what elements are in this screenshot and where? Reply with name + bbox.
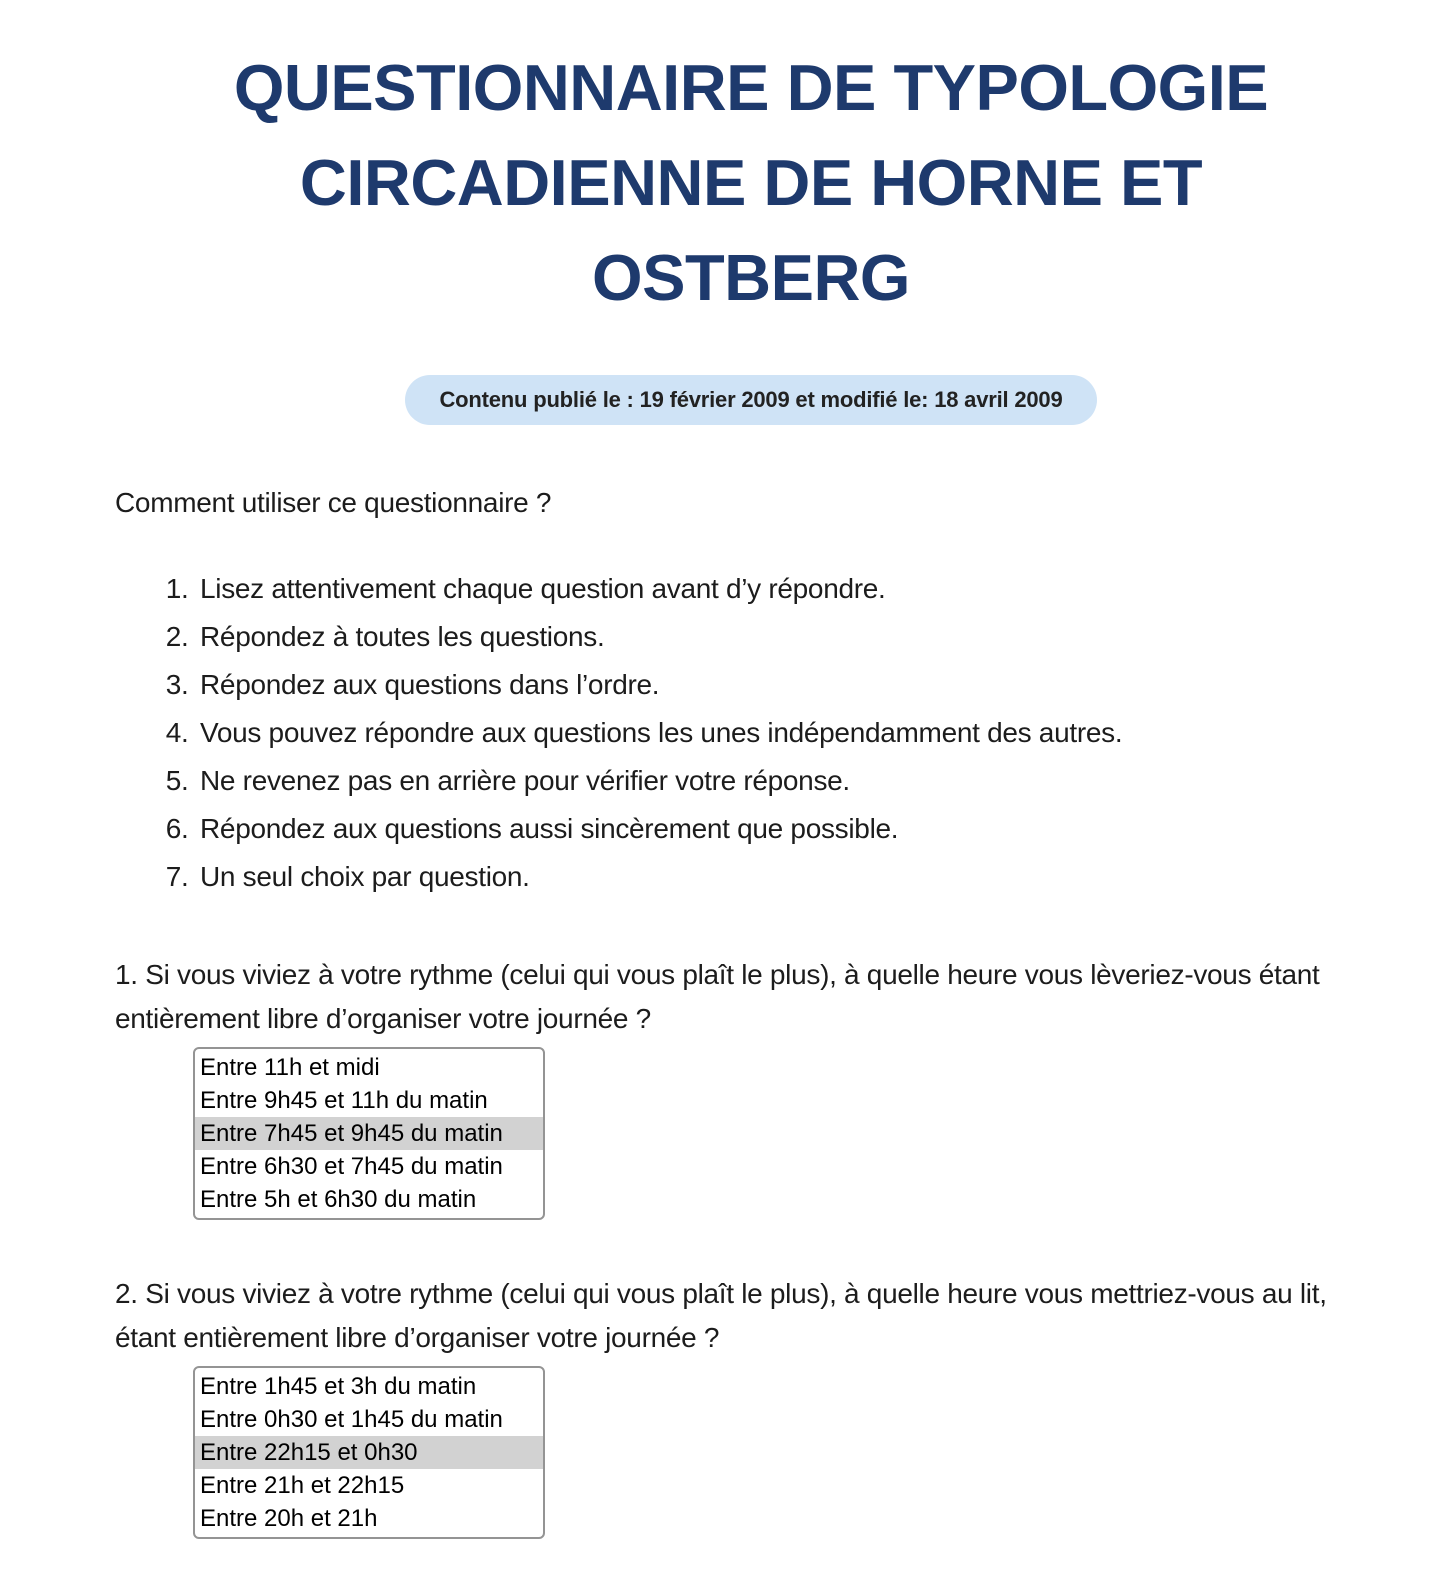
question-2-label: Si vous viviez à votre rythme (celui qui vous plaît le plus), à quelle heure vous mettriez-vous au lit, étant entièrement libre d’organiser votre journée ? [115,1278,1327,1353]
badge-row [115,375,1387,425]
question-1-text [115,953,1387,1041]
listbox-option[interactable]: Entre 6h30 et 7h45 du matin [200,1153,503,1180]
question-1-label: Si vous viviez à votre rythme (celui qui vous plaît le plus), à quelle heure vous lèveriez-vous étant entièrement libre d’organiser votre journée ? [115,959,1320,1034]
instruction-item: 3. Répondez aux questions dans l’ordre. [196,661,1387,709]
page-title-line-3: OSTBERG [592,241,910,314]
page-title [115,40,1387,325]
page-title-line-1: QUESTIONNAIRE DE TYPOLOGIE [233,51,1269,124]
instruction-item: 4. Vous pouvez répondre aux questions les unes indépendamment des autres. [196,709,1387,757]
published-date-badge: Contenu publié le : 19 février 2009 et modifié le: 18 avril 2009 [405,375,1096,425]
instruction-item: 6. Répondez aux questions aussi sincèrement que possible. [196,805,1387,853]
listbox-option[interactable]: Entre 22h15 et 0h30 [195,1436,543,1469]
question-2-listbox[interactable] [193,1366,545,1539]
instruction-item: 1. Lisez attentivement chaque question avant d’y répondre. [196,565,1387,613]
listbox-option[interactable]: Entre 11h et midi [200,1054,380,1081]
listbox-option[interactable]: Entre 5h et 6h30 du matin [200,1186,477,1213]
listbox-option[interactable]: Entre 0h30 et 1h45 du matin [200,1406,503,1433]
question-1-number: 1. [115,959,138,990]
intro-heading: Comment utiliser ce questionnaire ? [115,487,552,518]
listbox-option[interactable]: Entre 20h et 21h [200,1505,378,1532]
listbox-option[interactable]: Entre 21h et 22h15 [200,1472,405,1499]
question-2-number: 2. [115,1278,138,1309]
question-1-listbox[interactable] [193,1047,545,1220]
question-2 [115,1272,1387,1539]
listbox-option[interactable]: Entre 9h45 et 11h du matin [200,1087,488,1114]
instruction-item: 5. Ne revenez pas en arrière pour vérifier votre réponse. [196,757,1387,805]
question-2-text [115,1272,1387,1360]
instruction-item: 2. Répondez à toutes les questions. [196,613,1387,661]
page-title-line-2: CIRCADIENNE DE HORNE ET [299,146,1203,219]
listbox-option[interactable]: Entre 1h45 et 3h du matin [200,1373,477,1400]
instruction-item: 7. Un seul choix par question. [196,853,1387,901]
instructions-list [115,565,1387,901]
question-1 [115,953,1387,1220]
listbox-option[interactable]: Entre 7h45 et 9h45 du matin [195,1117,543,1150]
